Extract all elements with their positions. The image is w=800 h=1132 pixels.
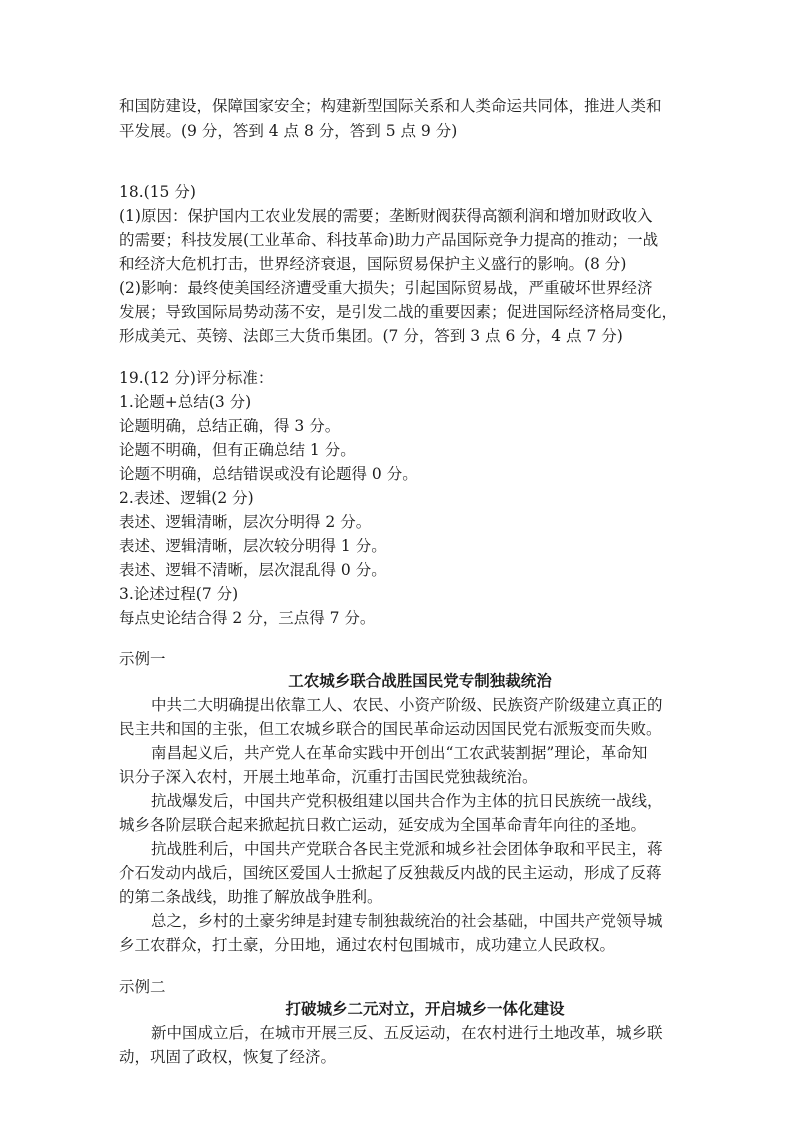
- example1-p4-line3: 的第二条战线，助推了解放战争胜利。: [119, 888, 383, 906]
- example2-p1-line2: 动，巩固了政权，恢复了经济。: [119, 1048, 337, 1066]
- example1-p4-line2: 介石发动内战后，国统区爱国人士掀起了反独裁反内战的民主运动，形成了反蒋: [119, 864, 662, 882]
- example1-p2-line2: 识分子深入农村，开展土地革命，沉重打击国民党独裁统治。: [119, 768, 538, 786]
- q19-line-3: 论题不明确，但有正确总结 1 分。: [119, 441, 356, 459]
- intro-line-2: 平发展。(9 分，答到 4 点 8 分，答到 5 点 9 分): [119, 122, 458, 140]
- q19-line-5: 2.表述、逻辑(2 分): [119, 489, 254, 507]
- q19-line-1: 1.论题+总结(3 分): [119, 393, 252, 411]
- example1-p5-line2: 乡工农群众，打土豪，分田地，通过农村包围城市，成功建立人民政权。: [119, 936, 616, 954]
- example2-p1-line1: 新中国成立后，在城市开展三反、五反运动，在农村进行土地改革，城乡联: [151, 1024, 663, 1042]
- q19-line-9: 3.论述过程(7 分): [119, 585, 239, 603]
- q18-line-3: 和经济大危机打击，世界经济衰退，国际贸易保护主义盛行的影响。(8 分): [119, 255, 627, 273]
- q19-line-10: 每点史论结合得 2 分，三点得 7 分。: [119, 609, 376, 627]
- q19-heading: 19.(12 分)评分标准：: [119, 369, 274, 387]
- example2-label: 示例二: [119, 978, 166, 996]
- q19-line-2: 论题明确，总结正确，得 3 分。: [119, 417, 341, 435]
- q19-line-4: 论题不明确，总结错误或没有论题得 0 分。: [119, 465, 418, 483]
- example1-p5-line1: 总之，乡村的土豪劣绅是封建专制独裁统治的社会基础，中国共产党领导城: [151, 912, 663, 930]
- example1-label: 示例一: [119, 650, 166, 668]
- intro-line-1: 和国防建设，保障国家安全；构建新型国际关系和人类命运共同体，推进人类和: [119, 97, 662, 115]
- example1-p3-line2: 城乡各阶层联合起来掀起抗日救亡运动，延安成为全国革命青年向往的圣地。: [119, 816, 647, 834]
- q19-line-8: 表述、逻辑不清晰，层次混乱得 0 分。: [119, 561, 387, 579]
- example1-title: 工农城乡联合战胜国民党专制独裁统治: [288, 672, 552, 690]
- example1-p1-line2: 民主共和国的主张，但工农城乡联合的国民革命运动因国民党右派叛变而失败。: [119, 720, 662, 738]
- q18-line-4: (2)影响：最终使美国经济遭受重大损失；引起国际贸易战，严重破坏世界经济: [119, 279, 653, 297]
- q18-heading: 18.(15 分): [119, 183, 196, 201]
- q18-line-5: 发展；导致国际局势动荡不安，是引发二战的重要因素；促进国际经济格局变化，: [119, 303, 678, 321]
- example1-p1-line1: 中共二大明确提出依靠工人、农民、小资产阶级、民族资产阶级建立真正的: [151, 696, 663, 714]
- q18-line-2: 的需要；科技发展(工业革命、科技革命)助力产品国际竞争力提高的推动；一战: [119, 231, 659, 249]
- example2-title: 打破城乡二元对立，开启城乡一体化建设: [285, 1000, 565, 1018]
- q18-line-1: (1)原因：保护国内工农业发展的需要；垄断财阀获得高额利润和增加财政收入: [119, 207, 653, 225]
- q18-line-6: 形成美元、英镑、法郎三大货币集团。(7 分，答到 3 点 6 分，4 点 7 分): [119, 327, 623, 345]
- example1-p4-line1: 抗战胜利后，中国共产党联合各民主党派和城乡社会团体争取和平民主，蒋: [151, 840, 663, 858]
- example1-p2-line1: 南昌起义后，共产党人在革命实践中开创出“工农武装割据”理论，革命知: [151, 744, 648, 762]
- example1-p3-line1: 抗战爆发后，中国共产党积极组建以国共合作为主体的抗日民族统一战线，: [151, 792, 663, 810]
- q19-line-7: 表述、逻辑清晰，层次较分明得 1 分。: [119, 537, 387, 555]
- q19-line-6: 表述、逻辑清晰，层次分明得 2 分。: [119, 513, 372, 531]
